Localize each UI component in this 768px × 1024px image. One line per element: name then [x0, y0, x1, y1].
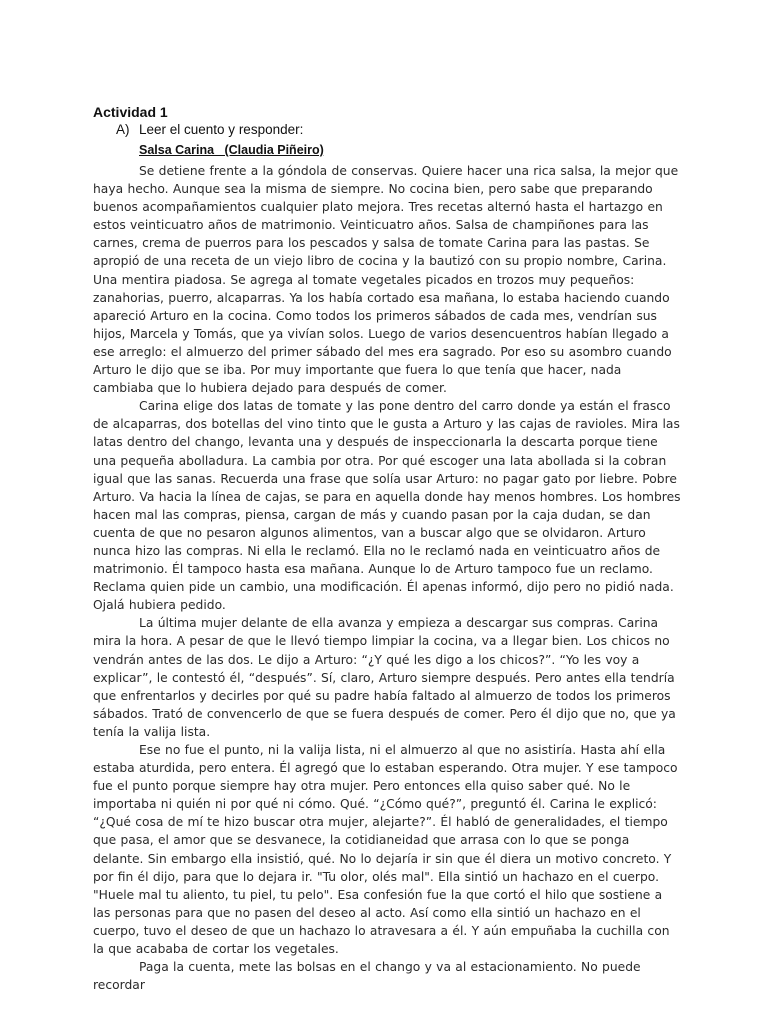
- paragraph-4: Ese no fue el punto, ni la valija lista, ni el almuerzo al que no asistiría. Hasta ahí ella estaba aturdida, pero entera. Él agregó que lo estaban esperando. Otra mujer. Y ese tampoco fue el punto porque siempre hay otra mujer. Pero entonces ella quiso saber qué. No le importaba ni quién ni por qué ni cómo. Qué. “¿Cómo qué?”, preguntó él. Carina le explicó: “¿Qué cosa de mí te hizo buscar otra mujer, alejarte?”. Él habló de generalidades, el tiempo que pasa, el amor que se desvanece, la cotidianeidad que arrasa con lo que se ponga delante. Sin embargo ella insistió, qué. No lo dejaría ir sin que él diera un motivo concreto. Y por fin él dijo, para que lo dejara ir. "Tu olor, olés mal". Ella sintió un hachazo en el cuerpo. "Huele mal tu aliento, tu piel, tu pelo". Esa confesión fue la que cortó el hilo que sostiene a las personas para que no pasen del deseo al acto. Así como ella sintió un hachazo en el cuerpo, tuvo el deseo de que un hachazo lo atravesara a él. Y aún empuñaba la cuchilla con la que acababa de cortar los vegetales.: [93, 743, 678, 957]
- paragraph-1: Se detiene frente a la góndola de conservas. Quiere hacer una rica salsa, la mejor que haya hecho. Aunque sea la misma de siempre. No cocina bien, pero sabe que preparando buenos acompañamientos cualquier plato mejora. Tres recetas alternó hasta el hartazgo en estos veinticuatro años de matrimonio. Veinticuatro años. Salsa de champiñones para las carnes, crema de puerros para los pescados y salsa de tomate Carina para las pastas. Se apropió de una receta de un viejo libro de cocina y la bautizó con su propio nombre, Carina. Una mentira piadosa. Se agrega al tomate vegetales picados en trozos muy pequeños: zanahorias, puerro, alcaparras. Ya los había cortado esa mañana, lo estaba haciendo cuando apareció Arturo en la cocina. Como todos los primeros sábados de cada mes, vendrían sus hijos, Marcela y Tomás, que ya vivían solos. Luego de varios desencuentros habían llegado a ese arreglo: el almuerzo del primer sábado del mes era sagrado. Por eso su asombro cuando Arturo le dijo que se iba. Por muy importante que fuera lo que tenía que hacer, nada cambiaba que lo hubiera dejado para después de comer.: [93, 164, 679, 396]
- paragraph-5: Paga la cuenta, mete las bolsas en el chango y va al estacionamiento. No puede recordar: [93, 960, 641, 993]
- story-title: Salsa Carina (Claudia Piñeiro): [139, 143, 324, 157]
- instruction-line: [116, 121, 681, 139]
- activity-heading: Actividad 1: [93, 104, 168, 120]
- document-page: [93, 103, 681, 994]
- paragraph-2: Carina elige dos latas de tomate y las pone dentro del carro donde ya están el frasco de alcaparras, dos botellas del vino tinto que le gusta a Arturo y las cajas de ravioles. Mira las latas dentro del chango, levanta una y después de inspeccionarla la descarta porque tiene una pequeña abolladura. La cambia por otra. Por qué escoger una lata abollada si la cobran igual que las sanas. Recuerda una frase que solía usar Arturo: no pagar gato por liebre. Pobre Arturo. Va hacia la línea de cajas, se para en aquella donde hay menos hombres. Los hombres hacen mal las compras, piensa, cargan de más y cuando pasan por la caja dudan, se dan cuenta de que no pesaron algunos alimentos, van a buscar algo que se olvidaron. Arturo nunca hizo las compras. Ni ella le reclamó. Ella no le reclamó nada en veinticuatro años de matrimonio. Él tampoco hasta esa mañana. Aunque lo de Arturo tampoco fue un reclamo. Reclama quien pide un cambio, una modificación. Él apenas informó, dijo pero no pidió nada. Ojalá hubiera pedido.: [93, 399, 681, 613]
- story-body: [93, 162, 681, 994]
- paragraph-3: La última mujer delante de ella avanza y empieza a descargar sus compras. Carina mira la hora. A pesar de que le llevó tiempo limpiar la cocina, va a llegar bien. Los chicos no vendrán antes de las dos. Le dijo a Arturo: “¿Y qué les digo a los chicos?”. “Yo les voy a explicar”, le contestó él, “después”. Sí, claro, Arturo siempre después. Pero antes ella tendría que enfrentarlos y decirles por qué su padre había faltado al almuerzo de todos los primeros sábados. Trató de convencerlo de que se fuera después de comer. Pero él dijo que no, que ya tenía la valija lista.: [93, 616, 676, 739]
- instruction-text: Leer el cuento y responder:: [139, 122, 304, 137]
- list-marker: A): [116, 122, 130, 137]
